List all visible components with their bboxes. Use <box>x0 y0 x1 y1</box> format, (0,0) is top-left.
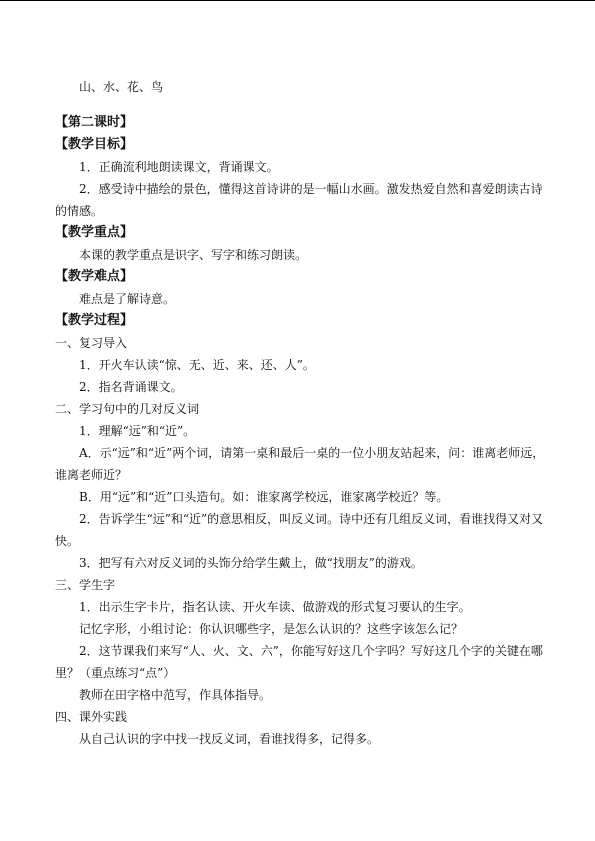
section-antonyms: 二、学习句中的几对反义词 <box>55 402 200 416</box>
section-review: 一、复习导入 <box>55 336 128 350</box>
goal-2: 2．感受诗中描绘的景色，懂得这首诗讲的是一幅山水画。激发热爱自然和喜爱朗读古诗的情感。 <box>55 182 543 218</box>
goal-1: 1．正确流利地朗读课文，背诵课文。 <box>79 160 279 174</box>
new-chars-memory: 记忆字形，小组讨论：你认识哪些字，是怎么认识的？这些字该怎么记？ <box>79 622 464 636</box>
review-step-1: 1．开火车认读“惊、无、近、来、还、人”。 <box>79 358 315 372</box>
top-rule <box>0 0 595 1</box>
antonym-step-2: 2．告诉学生“远”和“近”的意思相反，叫反义词。诗中还有几组反义词，看谁找得又对又快。 <box>55 512 544 548</box>
spacer <box>55 98 550 112</box>
key-point-text: 本课的教学重点是识字、写字和练习朗读。 <box>79 248 308 262</box>
antonym-step-1a: A．示“远”和“近”两个词，请第一桌和最后一桌的一位小朋友站起来，问：谁离老师远，谁离老师近？ <box>55 446 545 482</box>
heading-process: 【教学过程】 <box>55 313 134 328</box>
document-body <box>55 76 550 750</box>
heading-key-points: 【教学重点】 <box>55 225 134 240</box>
new-chars-step-2: 2．这节课我们来写“人、火、文、六”，你能写好这几个字吗？写好这几个字的关键在哪里？（重点练习“点”） <box>55 644 543 680</box>
section-practice: 四、课外实践 <box>55 710 128 724</box>
section-new-chars: 三、学生字 <box>55 578 116 592</box>
new-chars-demo: 教师在田字格中范写，作具体指导。 <box>79 688 272 702</box>
practice-text: 从自己认识的字中找一找反义词，看谁找得多，记得多。 <box>79 732 380 746</box>
heading-second-lesson: 【第二课时】 <box>55 115 134 130</box>
antonym-step-1: 1．理解“远”和“近”。 <box>79 424 196 438</box>
heading-goals: 【教学目标】 <box>55 137 134 152</box>
new-chars-step-1: 1．出示生字卡片，指名认读、开火车读、做游戏的形式复习要认的生字。 <box>79 600 471 614</box>
difficulty-text: 难点是了解诗意。 <box>79 292 176 306</box>
first-lesson-chars: 山、水、花、鸟 <box>79 80 164 94</box>
review-step-2: 2．指名背诵课文。 <box>79 380 183 394</box>
antonym-step-3: 3．把写有六对反义词的头饰分给学生戴上，做“找朋友”的游戏。 <box>79 556 423 570</box>
heading-difficulties: 【教学难点】 <box>55 269 134 284</box>
antonym-step-1b: B．用“远”和“近”口头造句。如：谁家离学校远，谁家离学校近？等。 <box>79 490 449 504</box>
